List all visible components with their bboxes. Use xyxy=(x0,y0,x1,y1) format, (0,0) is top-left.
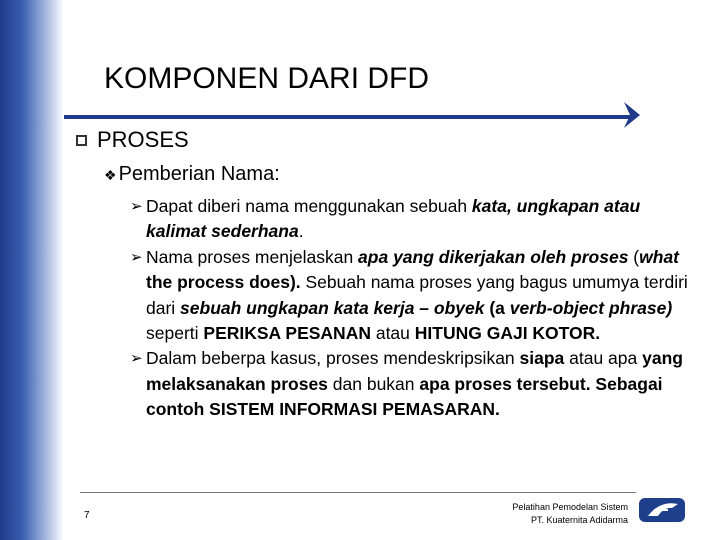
footer-line-2: PT. Kuaternita Adidarma xyxy=(530,515,628,525)
diamond-bullet-icon: ❖ xyxy=(104,167,117,183)
footer-line-1: Pelatihan Pemodelan Sistem xyxy=(512,502,628,512)
bullet-level1 xyxy=(76,127,189,153)
bullet-text-segment: dan bukan xyxy=(327,373,420,394)
bullet-item xyxy=(130,346,690,422)
bullet-text-segment: Dalam beberpa kasus, proses mendeskripsikan xyxy=(146,348,520,369)
bullet-item xyxy=(130,245,690,347)
bullet-text-segment: . xyxy=(298,221,304,242)
footer-text xyxy=(512,501,628,527)
bullet-text-segment: sebuah ungkapan kata kerja – obyek xyxy=(180,297,485,318)
bullet-text-segment: seperti xyxy=(146,323,204,344)
arrow-bullet-icon: ➢ xyxy=(130,350,143,368)
bullet-text-segment: ( xyxy=(628,246,640,267)
company-logo xyxy=(638,496,686,524)
bullet-text-segment: apa xyxy=(419,373,450,394)
bullet-text-segment: Dapat diberi nama menggunakan sebuah xyxy=(146,196,472,216)
bullet-text-segment: yang melaksanakan proses xyxy=(146,348,683,394)
bullet-text-segment: (a xyxy=(484,297,510,318)
bullet-text-segment: atau apa xyxy=(564,348,643,369)
bullet-level2 xyxy=(104,163,280,186)
square-bullet-icon xyxy=(76,135,87,146)
left-gradient-bar xyxy=(0,0,64,540)
bullet-text-segment: the process does). xyxy=(146,272,301,293)
bullet-level2-text: Pemberian Nama: xyxy=(118,163,280,185)
slide-title: KOMPONEN DARI DFD xyxy=(104,62,430,95)
bullet-text-segment: verb-object phrase) xyxy=(509,297,673,318)
page-number: 7 xyxy=(84,510,90,521)
arrow-bullet-icon: ➢ xyxy=(130,248,143,266)
bullet-text-segment: kata, ungkapan atau kalimat sederhana xyxy=(146,196,641,242)
bullet-text-segment: siapa xyxy=(519,348,565,369)
arrow-head-icon xyxy=(620,100,642,130)
bullet-text-segment: atau xyxy=(370,323,415,344)
arrow-bullet-icon: ➢ xyxy=(130,198,143,215)
bullet-list-level3 xyxy=(130,194,690,423)
bullet-item xyxy=(130,194,690,245)
bullet-level1-text: PROSES xyxy=(97,127,189,152)
bullet-text-segment: PERIKSA PESANAN xyxy=(203,323,371,344)
bullet-text-segment: HITUNG GAJI KOTOR. xyxy=(414,323,601,344)
bullet-text-segment: what xyxy=(639,246,680,267)
bullet-text-segment: Nama proses menjelaskan xyxy=(146,246,359,267)
bullet-text-segment: apa yang dikerjakan oleh proses xyxy=(358,246,629,267)
bullet-text-segment: Sebuah nama proses yang bagus umumya terdiri dari xyxy=(146,272,688,318)
bullet-text-segment: proses tersebut. Sebagai contoh SISTEM INFORMASI PEMASARAN. xyxy=(146,373,663,420)
title-underline xyxy=(64,115,634,119)
footer-rule xyxy=(80,492,636,493)
